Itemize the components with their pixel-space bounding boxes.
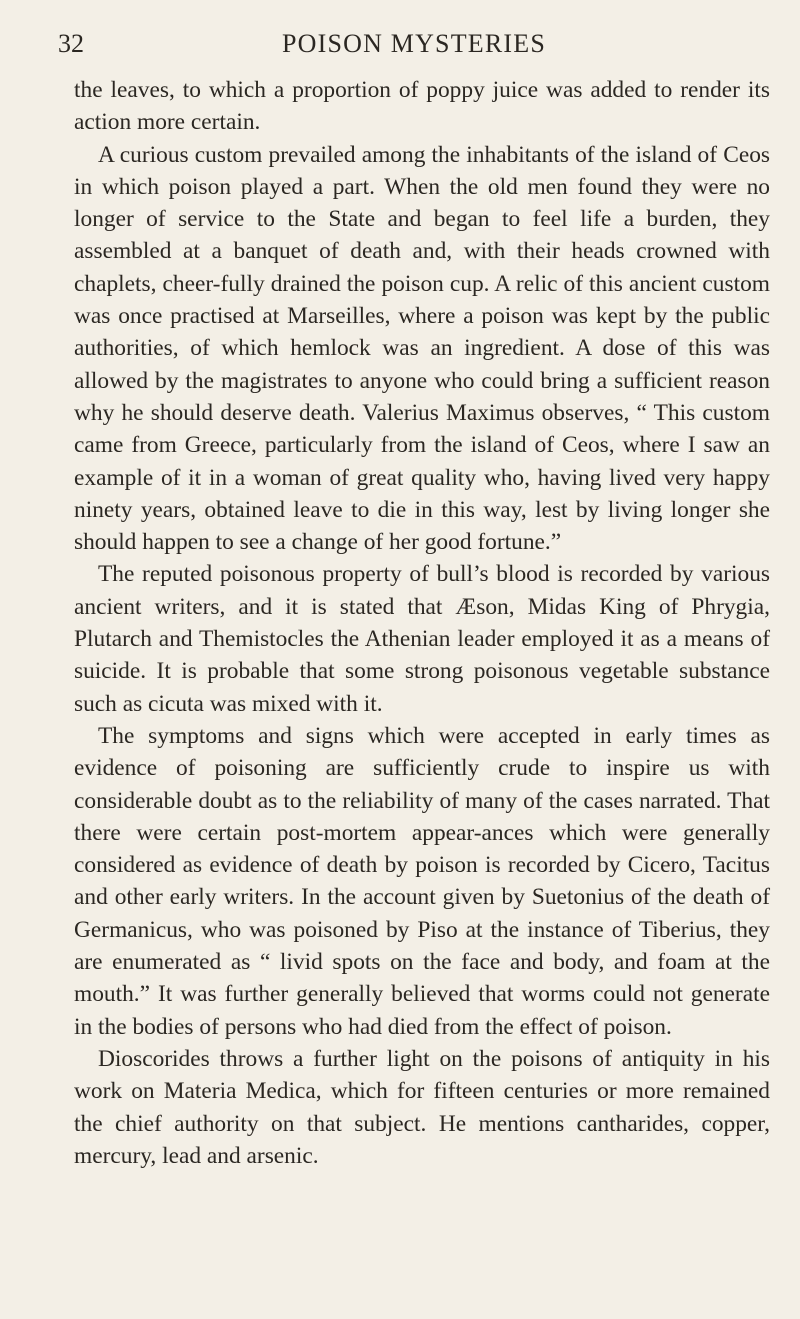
paragraph: The symptoms and signs which were accepted in early times as evidence of poisoning are sufficiently crude to inspire us with considerable doubt as to the reliability of many of the cases narrated. That there were certain post-mortem appear-ances which were generally considered as evidence of death by poison is recorded by Cicero, Tacitus and other early writers. In the account given by Suetonius of the death of Germanicus, who was poisoned by Piso at the instance of Tiberius, they are enumerated as “ livid spots on the face and body, and foam at the mouth.” It was further generally believed that worms could not generate in the bodies of persons who had died from the effect of poison. [74, 722, 770, 1040]
paragraph: Dioscorides throws a further light on the poisons of antiquity in his work on Materia Medica, which for fifteen centuries or more remained the chief authority on that subject. He mentions cantharides, copper, mercury, lead and arsenic. [74, 1045, 770, 1169]
paragraph: A curious custom prevailed among the inhabitants of the island of Ceos in which poison played a part. When the old men found they were no longer of service to the State and began to feel life a burden, they assembled at a banquet of death and, with their heads crowned with chaplets, cheer-fully drained the poison cup. A relic of this ancient custom was once practised at Marseilles, where a poison was kept by the public authorities, of which hemlock was an ingredient. A dose of this was allowed by the magistrates to anyone who could bring a sufficient reason why he should deserve death. Valerius Maximus observes, “ This custom came from Greece, particularly from the island of Ceos, where I saw an example of it in a woman of great quality who, having lived very happy ninety years, obtained leave to die in this way, lest by living longer she should happen to see a change of her good fortune.” [74, 141, 770, 556]
running-title: POISON MYSTERIES [281, 29, 547, 58]
page-header [58, 24, 770, 64]
paragraph: the leaves, to which a proportion of poppy juice was added to render its action more certain. [74, 77, 770, 136]
page-number: 32 [58, 29, 84, 58]
paragraph: The reputed poisonous property of bull’s blood is recorded by various ancient writers, and it is stated that Æson, Midas King of Phrygia, Plutarch and Themistocles the Athenian leader employed it as a means of suicide. It is probable that some strong poisonous vegetable substance such as cicuta was mixed with it. [74, 561, 770, 717]
body-text [74, 74, 770, 1172]
